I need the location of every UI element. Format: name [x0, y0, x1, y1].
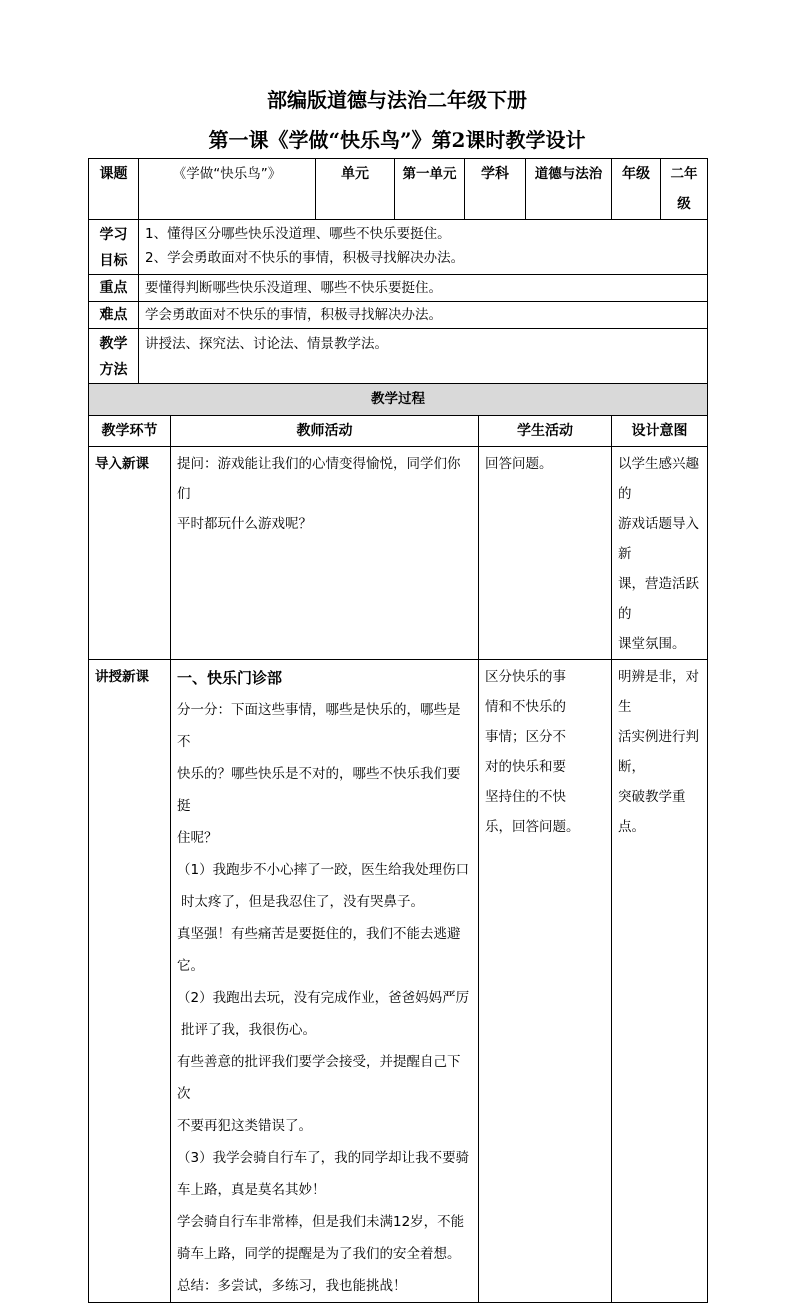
- method-value: 讲授法、探究法、讨论法、情景教学法。: [139, 329, 708, 384]
- topic-value: 《学做“快乐鸟”》: [139, 159, 316, 220]
- subject-label: 学科: [465, 159, 526, 220]
- column-header-stage: 教学环节: [89, 416, 171, 447]
- unit-label: 单元: [316, 159, 395, 220]
- section-title: 一、快乐门诊部: [177, 669, 283, 687]
- objective-item: 2、学会勇敢面对不快乐的事情，积极寻找解决办法。: [145, 250, 465, 266]
- new-lesson-stage: 讲授新课: [89, 660, 171, 1303]
- method-row: [89, 329, 708, 384]
- difficulty-value: 学会勇敢面对不快乐的事情，积极寻找解决办法。: [139, 302, 708, 329]
- grade-value: 二年级: [661, 159, 708, 220]
- new-lesson-row: [89, 660, 708, 1303]
- difficulty-row: [89, 302, 708, 329]
- lesson-plan-table: [88, 158, 708, 1303]
- unit-value: 第一单元: [395, 159, 465, 220]
- new-lesson-teacher-activity: 一、快乐门诊部 分一分：下面这些事情，哪些是快乐的，哪些是不 快乐的？哪些快乐是不对的，哪些不快乐我们要挺 住呢？ （1）我跑步不小心摔了一跤，医生给我处理伤口 时太疼了，但是我忍住了，没有哭鼻子。 真坚强！有些痛苦是要挺住的，我们不能去逃避它。 （2）我跑出去玩，没有完成作业，爸爸妈妈严厉 批评了我，我很伤心。 有些善意的批评我们要学会接受，并提醒自己下次 不要再犯这类错误了。 （3）我学会骑自行车了，我的同学却让我不要骑 车上路，真是莫名其妙！ 学会骑自行车非常棒，但是我们未满12岁，不能 骑车上路，同学的提醒是为了我们的安全着想。 总结：多尝试，多练习，我也能挑战！: [171, 660, 479, 1303]
- intro-design-intent: 以学生感兴趣的 游戏话题导入新 课，营造活跃的 课堂氛围。: [612, 447, 708, 660]
- grade-label: 年级: [612, 159, 661, 220]
- new-lesson-student-activity: 区分快乐的事 情和不快乐的 事情；区分不 对的快乐和要 坚持住的不快 乐，回答问题。: [479, 660, 612, 1303]
- objective-item: 1、懂得区分哪些快乐没道理、哪些不快乐要挺住。: [145, 226, 451, 242]
- column-header-teacher: 教师活动: [171, 416, 479, 447]
- column-header-row: [89, 416, 708, 447]
- objectives-label: 学习 目标: [89, 220, 139, 275]
- subject-value: 道德与法治: [526, 159, 612, 220]
- key-point-label: 重点: [89, 275, 139, 302]
- process-header: 教学过程: [89, 384, 708, 416]
- intro-teacher-activity: 提问：游戏能让我们的心情变得愉悦，同学们你们 平时都玩什么游戏呢？: [171, 447, 479, 660]
- intro-row: [89, 447, 708, 660]
- intro-stage: 导入新课: [89, 447, 171, 660]
- document-title: 部编版道德与法治二年级下册: [267, 88, 527, 112]
- key-point-row: [89, 275, 708, 302]
- info-row: [89, 159, 708, 220]
- difficulty-label: 难点: [89, 302, 139, 329]
- objectives-value: [139, 220, 708, 275]
- objectives-row: [89, 220, 708, 275]
- process-header-row: [89, 384, 708, 416]
- column-header-student: 学生活动: [479, 416, 612, 447]
- intro-student-activity: 回答问题。: [479, 447, 612, 660]
- column-header-intent: 设计意图: [612, 416, 708, 447]
- method-label: 教学 方法: [89, 329, 139, 384]
- new-lesson-design-intent: 明辨是非，对生 活实例进行判断， 突破教学重点。: [612, 660, 708, 1303]
- key-point-value: 要懂得判断哪些快乐没道理、哪些不快乐要挺住。: [139, 275, 708, 302]
- topic-label: 课题: [89, 159, 139, 220]
- document-subtitle: 第一课《学做“快乐鸟”》第2课时教学设计: [208, 128, 586, 152]
